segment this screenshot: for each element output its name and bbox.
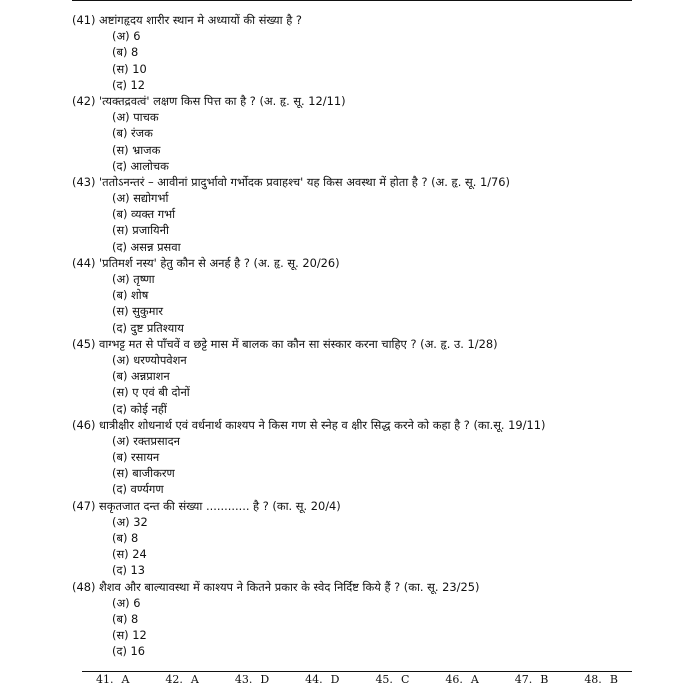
option-a: (अ) 6	[112, 595, 141, 610]
question-text: (44) 'प्रतिमर्श नस्य' हेतु कौन से अनर्ह है ? (अ. हृ. सू. 20/26)	[72, 255, 340, 270]
answer-number: 43.	[234, 673, 253, 686]
option-c: (स) 24	[112, 547, 147, 562]
option-b: (ब) अन्नप्राशन	[112, 369, 170, 384]
answer-letter: A	[190, 673, 199, 686]
answer-number: 47.	[514, 673, 533, 686]
answer-letter: A	[470, 673, 479, 686]
option-b: (ब) रसायन	[112, 450, 160, 465]
answer-number: 45.	[375, 673, 393, 686]
option-c: (स) सुकुमार	[112, 304, 164, 319]
answer-43	[221, 673, 283, 686]
answer-44	[291, 673, 353, 686]
top-rule	[72, 0, 632, 1]
option-a: (अ) धरण्योपवेशन	[112, 352, 187, 367]
option-c: (स) बाजीकरण	[112, 466, 175, 481]
question-46	[72, 417, 672, 498]
answer-letter: D	[330, 673, 340, 686]
question-41	[72, 12, 672, 93]
option-d: (द) कोई नहीं	[112, 401, 167, 416]
question-text: (46) धात्रीक्षीर शोधनार्थ एवं वर्धनार्थ काश्यप ने किस गण से स्नेह व क्षीर सिद्ध करने को कहा है ? (का.सू. 19/11)	[72, 417, 546, 432]
answer-number: 48.	[584, 673, 602, 686]
question-text: (48) शैशव और बाल्यावस्था में काश्यप ने कितने प्रकार के स्वेद निर्दिष्ट किये हैं ? (का. सू. 23/25)	[72, 579, 480, 594]
option-b: (ब) 8	[112, 611, 139, 626]
answer-number: 42.	[165, 673, 183, 686]
question-text: (45) वाग्भट्ट मत से पाँचवें व छट्टे मास में बालक का कौन सा संस्कार करना चाहिए ? (अ. हृ. उ. 1/28)	[72, 336, 498, 351]
answer-48	[570, 673, 632, 686]
question-44	[72, 255, 672, 336]
question-42	[72, 93, 672, 174]
answer-42	[151, 673, 212, 686]
question-47	[72, 498, 672, 579]
answer-letter: C	[400, 673, 410, 686]
answer-number: 44.	[305, 673, 323, 686]
answer-47	[501, 673, 563, 686]
option-d: (द) वर्ण्यगण	[112, 482, 164, 497]
option-c: (स) 10	[112, 61, 147, 76]
option-d: (द) असन्न प्रसवा	[112, 239, 181, 254]
option-b: (ब) व्यक्त गर्भा	[112, 207, 176, 222]
question-list	[72, 12, 672, 660]
option-a: (अ) रक्तप्रसादन	[112, 433, 180, 448]
option-a: (अ) 6	[112, 29, 141, 44]
option-c: (स) 12	[112, 628, 147, 643]
option-a: (अ) सद्योगर्भा	[112, 191, 169, 206]
option-a: (अ) तृष्णा	[112, 272, 155, 286]
option-a: (अ) 32	[112, 514, 148, 529]
question-text: (41) अष्टांगहृदय शारीर स्थान मे अध्यायों की संख्या है ?	[72, 13, 302, 27]
option-d: (द) दुष्ट प्रतिश्याय	[112, 320, 184, 335]
option-a: (अ) पाचक	[112, 110, 159, 125]
option-b: (ब) रंजक	[112, 126, 153, 141]
answer-45	[361, 673, 423, 686]
answer-letter: A	[121, 673, 130, 686]
answer-letter: B	[540, 673, 549, 686]
option-b: (ब) शोष	[112, 288, 149, 303]
answer-letter: D	[260, 673, 270, 686]
option-d: (द) 16	[112, 644, 146, 659]
question-43	[72, 174, 672, 255]
option-c: (स) भ्राजक	[112, 142, 161, 157]
question-text: (47) सकृतजात दन्त की संख्या ............ है ? (का. सू. 20/4)	[72, 498, 341, 513]
option-c: (स) ए एवं बी दोनों	[112, 385, 190, 400]
option-b: (ब) 8	[112, 45, 139, 60]
question-text: (42) 'त्यक्तद्रवत्वं' लक्षण किस पित्त का है ? (अ. हृ. सू. 12/11)	[72, 93, 346, 108]
option-d: (द) 12	[112, 77, 146, 92]
question-45	[72, 336, 672, 417]
option-d: (द) आलोचक	[112, 158, 169, 173]
option-c: (स) प्रजायिनी	[112, 223, 169, 238]
answer-41	[82, 673, 143, 686]
option-b: (ब) 8	[112, 531, 139, 545]
question-48	[72, 579, 672, 660]
answer-number: 41.	[96, 673, 114, 686]
answer-key	[82, 671, 632, 687]
question-text: (43) 'ततोऽनन्तरं – आवीनां प्रादुर्भावो गर्भोदक प्रवाहश्च' यह किस अवस्था में होता है ? (अ. हृ. सू. 1/76)	[72, 174, 510, 189]
answer-46	[431, 673, 492, 686]
answer-number: 46.	[445, 673, 463, 686]
option-d: (द) 13	[112, 563, 146, 578]
answer-letter: B	[609, 673, 618, 686]
